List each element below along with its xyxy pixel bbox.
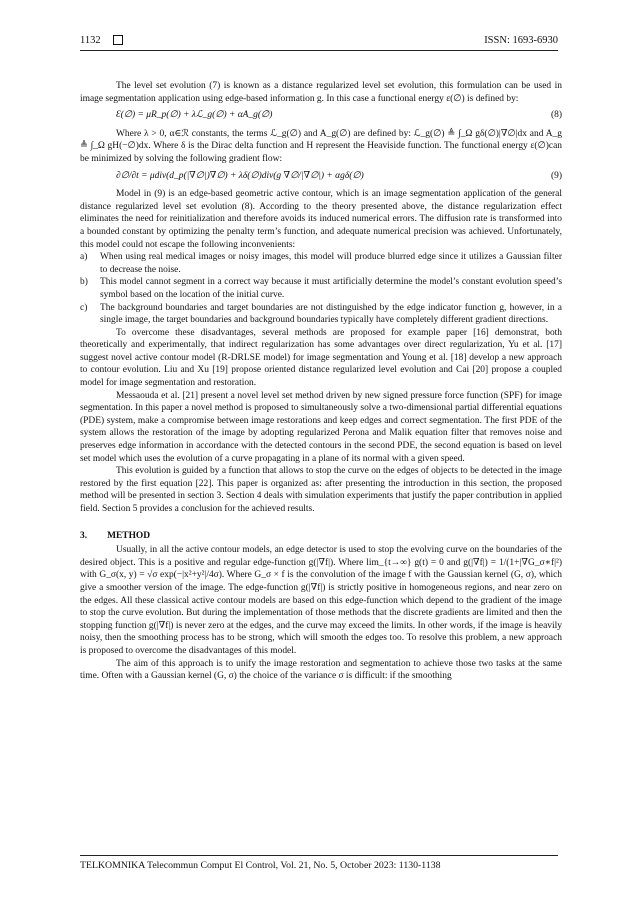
body-text bbox=[80, 80, 562, 683]
section-heading bbox=[80, 530, 562, 543]
equation-8-body: Ɛ(∅) = μR_p(∅) + λℒ_g(∅) + αA_g(∅) bbox=[116, 110, 273, 121]
list-label: c) bbox=[80, 302, 88, 313]
page-number: 1132 bbox=[80, 34, 101, 46]
paragraph: Model in (9) is an edge-based geometric active contour, which is an image segmentation application of the general distance regularized level set evolution (8). According to the theory presented above, the distance regularization effect eliminates the need for reinitialization and therefore avoids its induced numerical errors. The diffusion rate is transformed into a bounded constant by optimizing the penalty term’s function, and adequate numerical precision was achieved. Unfortunately, this model could not escape the following inconvenients: bbox=[80, 189, 562, 250]
square-icon bbox=[113, 35, 123, 45]
equation-9-body: ∂∅/∂t = μdiv(d_p(|∇∅|)∇∅) + λδ(∅)div(g ∇∅/|∇∅|) + αgδ(∅) bbox=[116, 170, 364, 181]
equation-8-number: (8) bbox=[550, 110, 562, 121]
list-item bbox=[80, 251, 562, 276]
list-text: When using real medical images or noisy images, this model will produce blurred edge since it utilizes a Gaussian filter to decrease the noise. bbox=[100, 252, 562, 275]
equation-9 bbox=[80, 170, 562, 183]
paragraph: Where λ > 0, α∈ℛ constants, the terms ℒ_g(∅) and A_g(∅) are defined by: ℒ_g(∅) ≜ ∫_Ω gδ(∅)|∇∅|dx and A_g ≜ ∫_Ω gH(−∅)dx. Where δ is the Dirac delta function and H represent the Heaviside function. The functional energy ε(∅)can be minimized by solving the following gradient flow: bbox=[80, 128, 562, 164]
paragraph: The level set evolution (7) is known as a distance regularized level set evolution, this formulation can be used in image segmentation application using edge-based information g. In this case a functional energy ε(∅) is defined by: bbox=[80, 81, 562, 104]
paragraph: The aim of this approach is to unify the image restoration and segmentation to achieve those two tasks at the same time. Often with a Gaussian kernel (G, σ) the choice of the variance σ is difficult: if the smoothing bbox=[80, 658, 562, 682]
paragraph: To overcome these disadvantages, several methods are proposed for example paper [16] demonstrat, both theoretically and experimentally, that indirect regularization has some advantages over direct regularization, Yu et al. [17] suggest novel active contour model (R-DRLSE model) for image segmentation and Young et al. [18] develop a new approach to contour evolution. Liu and Xu [19] propose oriented distance regularized level evolution and Cai [20] propose a coupled model for image segmentation and restoration. bbox=[80, 327, 562, 389]
list-item bbox=[80, 302, 562, 327]
equation-8 bbox=[80, 109, 562, 122]
list-item bbox=[80, 276, 562, 301]
footer-rule bbox=[80, 855, 558, 856]
paragraph: This evolution is guided by a function that allows to stop the curve on the edges of objects to be detected in the image restored by the first equation [22]. This paper is organized as: after presenting the introduction in this section, the proposed method will be presented in section 3. Section 4 deals with simulation experiments that justify the paper contribution in applied field. Section 5 provides a conclusion for the achieved results. bbox=[80, 466, 562, 514]
equation-9-number: (9) bbox=[550, 170, 562, 181]
list-text: The background boundaries and target boundaries are not distinguished by the edge indicator function g, however, in a single image, the target boundaries and background boundaries typically have completely different gradient directions. bbox=[100, 302, 562, 326]
issn: ISSN: 1693-6930 bbox=[484, 34, 558, 46]
list-label: b) bbox=[80, 277, 88, 288]
page-footer: TELKOMNIKA Telecommun Comput El Control, Vol. 21, No. 5, October 2023: 1130-1138 bbox=[80, 860, 441, 871]
inconvenients-list bbox=[80, 251, 562, 327]
header-rule bbox=[80, 50, 558, 51]
section-title: METHOD bbox=[107, 530, 151, 541]
paragraph: Usually, in all the active contour models, an edge detector is used to stop the evolving curve on the boundaries of the desired object. This is a positive and regular edge-function g(|∇f|). Where lim_{t→∞} g(t) = 0 and g(|∇f|) = 1/(1+|∇G_σ∗f|²) with G_σ(x, y) = √σ exp(−|x²+y²|/4σ). Where G_σ × f is the convolution of the image f with the Gaussian kernel (G, σ), which give a smoother version of the image. The edge-function g(|∇f|) is strictly positive in homogeneous regions, and near zero on the edges. All these classical active contour models are based on this edge-function which depend to the gradient of the image to stop the curve evolution. But during the implementation of those methods that the discrete gradients are limited and then the stopping function g(|∇f|) is never zero at the edges, and the curve may exceed the limits. In other words, if the image is heavily noisy, then the smoothing process has to be strong, which will smooth the edges too. To resolve this problem, a new approach is proposed to overcome the disadvantages of this model. bbox=[80, 545, 562, 656]
list-label: a) bbox=[80, 252, 88, 263]
list-text: This model cannot segment in a correct way because it must artificially determine the model’s constant evolution speed’s symbol based on the location of the initial curve. bbox=[100, 277, 562, 300]
page-header bbox=[80, 33, 558, 47]
section-number: 3. bbox=[80, 530, 88, 541]
paragraph: Messaouda et al. [21] present a novel level set method driven by new signed pressure force function (SPF) for image segmentation. In this paper a novel method is proposed to simultaneously solve a two-dimensional partial differential equations (PDE) system, make a compromise between image restorations and keep edges and correct segmentation. The first PDE of the system allows the restoration of the image by adopting regularized Perona and Malik equation filter that removes noise and preserves edge information in accordance with the detected contours in the second PDE, the second equation is based on level set model which uses the evolution of a curve propagating in a plane of its normal with a given speed. bbox=[80, 390, 562, 464]
